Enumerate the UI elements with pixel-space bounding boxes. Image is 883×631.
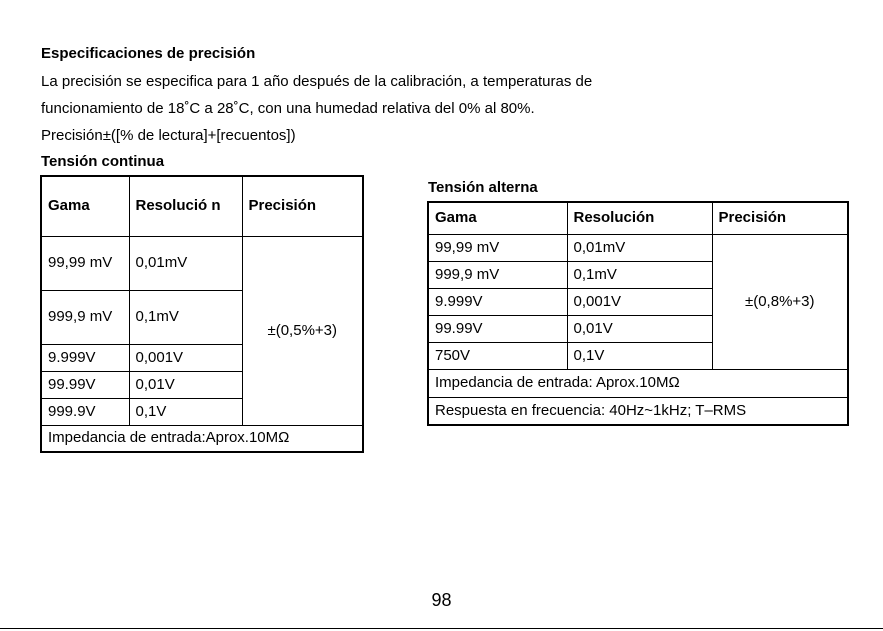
header-accuracy: Precisión [242,176,363,236]
resolution-cell: 0,1mV [129,290,242,344]
table-footer-row [428,397,848,425]
range-cell: 99.99V [41,371,129,398]
dc-voltage-table [40,175,364,453]
ac-voltage-table [427,201,849,426]
resolution-cell: 0,01mV [567,234,712,261]
table-row [41,236,363,290]
range-cell: 99,99 mV [41,236,129,290]
page-title: Especificaciones de precisión [41,45,256,62]
range-cell: 750V [428,342,567,369]
ac-voltage-title: Tensión alterna [428,179,538,196]
range-cell: 99.99V [428,315,567,342]
resolution-cell: 0,01mV [129,236,242,290]
range-cell: 999.9V [41,398,129,425]
resolution-cell: 0,001V [129,344,242,371]
frequency-response-note: Respuesta en frecuencia: 40Hz~1kHz; T–RMS [428,397,848,425]
header-range: Gama [41,176,129,236]
resolution-cell: 0,1V [129,398,242,425]
resolution-cell: 0,1mV [567,261,712,288]
intro-line-3: Precisión±([% de lectura]+[recuentos]) [41,127,296,144]
header-resolution: Resolución [567,202,712,234]
range-cell: 99,99 mV [428,234,567,261]
header-resolution: Resolució n [129,176,242,236]
range-cell: 999,9 mV [41,290,129,344]
resolution-cell: 0,01V [129,371,242,398]
table-header-row [41,176,363,236]
table-header-row [428,202,848,234]
input-impedance-note: Impedancia de entrada: Aprox.10MΩ [428,369,848,397]
intro-line-2: funcionamiento de 18˚C a 28˚C, con una humedad relativa del 0% al 80%. [41,100,535,117]
range-cell: 9.999V [41,344,129,371]
header-accuracy: Precisión [712,202,848,234]
accuracy-cell: ±(0,8%+3) [712,234,848,369]
page-number: 98 [431,590,452,610]
input-impedance-note: Impedancia de entrada:Aprox.10MΩ [41,425,363,452]
table-footer-row [41,425,363,452]
footer-divider [0,628,883,629]
dc-voltage-title: Tensión continua [41,153,165,170]
resolution-cell: 0,1V [567,342,712,369]
accuracy-cell: ±(0,5%+3) [242,236,363,425]
table-footer-row [428,369,848,397]
header-range: Gama [428,202,567,234]
table-row [428,234,848,261]
range-cell: 999,9 mV [428,261,567,288]
resolution-cell: 0,001V [567,288,712,315]
intro-line-1: La precisión se especifica para 1 año después de la calibración, a temperaturas de [41,73,593,90]
range-cell: 9.999V [428,288,567,315]
resolution-cell: 0,01V [567,315,712,342]
